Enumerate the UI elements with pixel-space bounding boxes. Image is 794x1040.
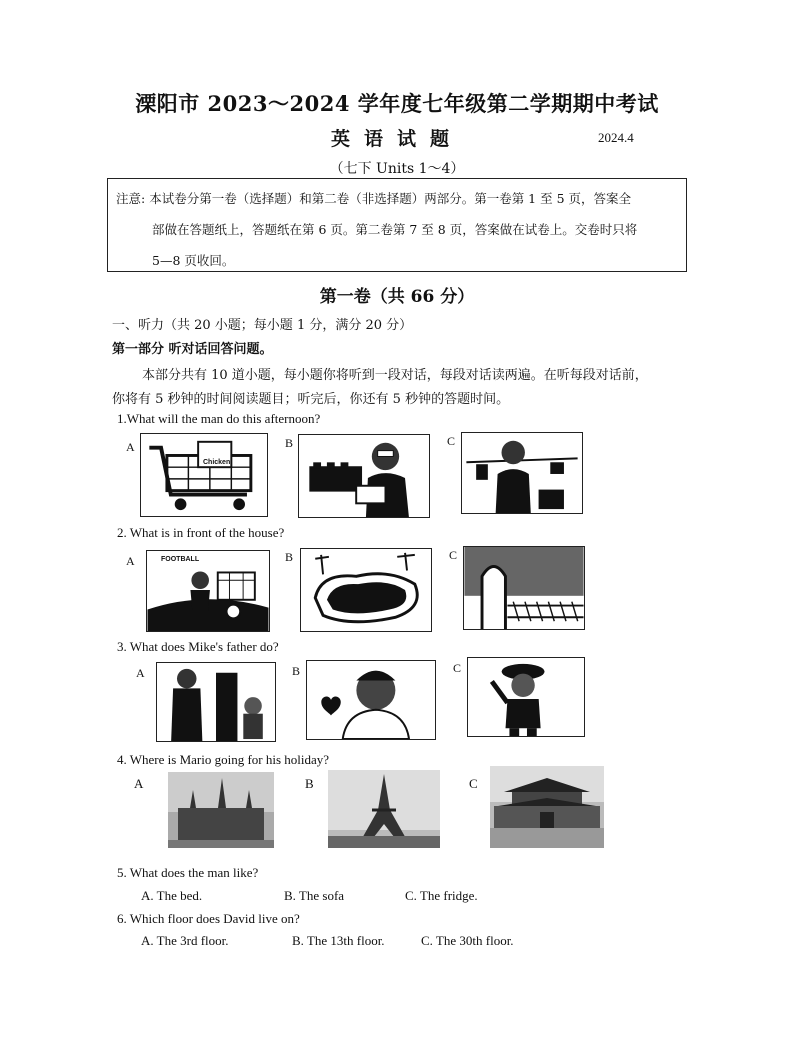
q3-label-a: A — [136, 666, 145, 680]
q1-label-b: B — [285, 436, 294, 450]
moscow-icon — [168, 772, 274, 848]
garden-gate-icon — [463, 546, 585, 630]
laundry-icon — [461, 432, 583, 514]
policeman-icon — [467, 657, 585, 737]
question-5: 5. What does the man like? — [117, 865, 259, 880]
q6-choice-b: B. The 13th floor. — [292, 933, 385, 948]
question-2: 2. What is in front of the house? — [117, 525, 285, 540]
volume-title: 第一卷（共 66 分） — [319, 287, 475, 307]
exam-units: （七下 Units 1～4） — [329, 161, 465, 177]
doctor-icon — [306, 660, 436, 740]
pool-icon — [300, 548, 432, 632]
question-3: 3. What does Mike's father do? — [117, 639, 279, 654]
shopping-cart-icon — [140, 433, 268, 517]
question-6: 6. Which floor does David live on? — [117, 911, 300, 926]
notice-line-2: 部做在答题纸上，答题纸在第 6 页。第二卷第 7 至 8 页，答案做在试卷上。交卷时只将 — [152, 222, 638, 237]
q3-label-b: B — [292, 664, 301, 678]
question-4: 4. Where is Mario going for his holiday? — [117, 752, 330, 767]
notice-line-1: 本试卷分第一卷（选择题）和第二卷（非选择题）两部分。第一卷第 1 至 5 页，答案全 — [149, 191, 632, 206]
computer-man-icon — [298, 434, 430, 518]
section-heading: 一、听力（共 20 小题；每小题 1 分，满分 20 分） — [112, 318, 413, 333]
notice-box — [107, 178, 687, 272]
eiffel-tower-icon — [328, 770, 440, 848]
exam-date: 2024.4 — [598, 130, 634, 145]
notice-label: 注意: — [116, 191, 146, 206]
chicken-label: Chicken — [203, 459, 231, 466]
q2-label-b: B — [285, 550, 294, 564]
q3-label-c: C — [453, 661, 462, 675]
notice-line-3: 5—8 页收回。 — [152, 253, 235, 268]
postman-icon — [156, 662, 276, 742]
q1-label-a: A — [126, 440, 135, 454]
q4-label-a: A — [134, 776, 144, 791]
q5-choice-c: C. The fridge. — [405, 888, 478, 903]
instruction-line-1: 本部分共有 10 道小题，每小题你将听到一段对话，每段对话读两遍。在听每段对话前， — [142, 368, 648, 383]
instruction-line-2: 你将有 5 秒钟的时间阅读题目；听完后，你还有 5 秒钟的答题时间。 — [112, 392, 510, 407]
exam-subtitle: 英语试题 — [330, 128, 463, 150]
q6-choice-c: C. The 30th floor. — [421, 933, 514, 948]
football-label: FOOTBALL — [161, 556, 200, 563]
question-1: 1.What will the man do this afternoon? — [117, 411, 321, 426]
q2-label-c: C — [449, 548, 458, 562]
q4-label-c: C — [469, 776, 478, 791]
q6-choice-a: A. The 3rd floor. — [141, 933, 229, 948]
q1-label-c: C — [447, 434, 456, 448]
exam-title: 溧阳市 2023～2024 学年度七年级第二学期期中考试 — [135, 91, 659, 116]
q2-label-a: A — [126, 554, 135, 568]
q5-choice-a: A. The bed. — [141, 888, 203, 903]
q5-choice-b: B. The sofa — [284, 888, 345, 903]
part-heading: 第一部分 听对话回答问题。 — [112, 342, 273, 357]
q4-label-b: B — [305, 776, 314, 791]
tiananmen-icon — [490, 766, 604, 848]
